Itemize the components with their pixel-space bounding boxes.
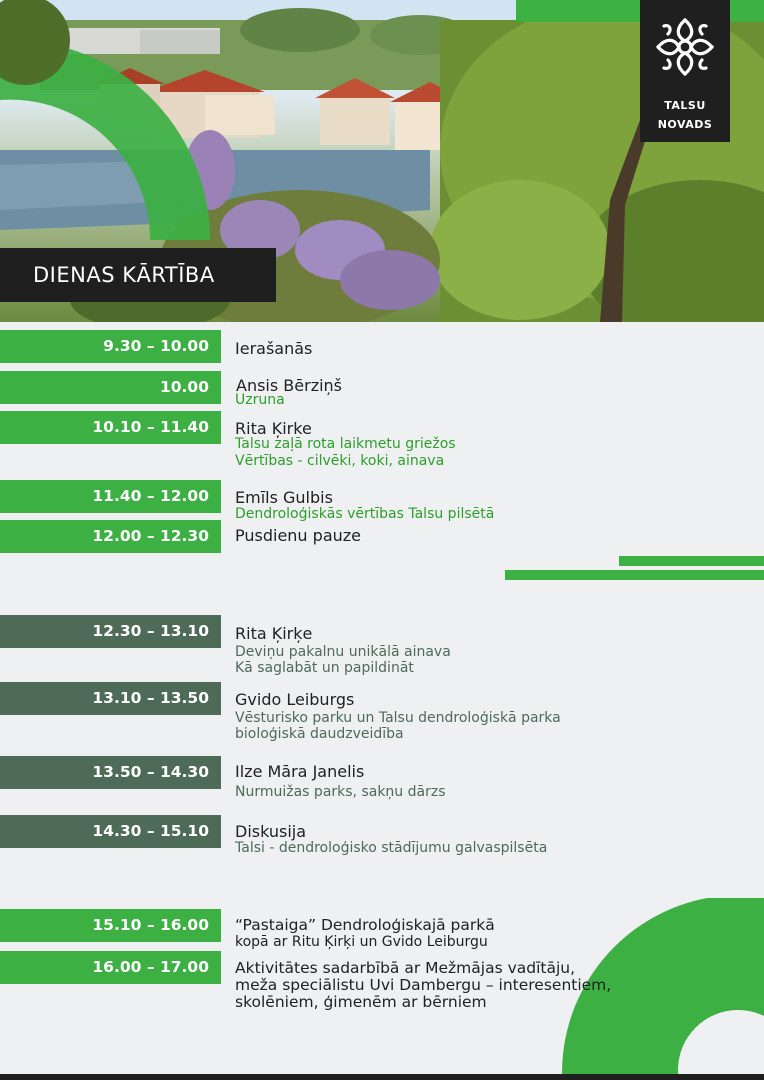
session-subtitle: Deviņu pakalnu unikālā ainava (235, 644, 451, 660)
logo-line-1: TALSU (664, 99, 706, 112)
session-subtitle: Talsi - dendroloģisko stādījumu galvaspilsēta (235, 840, 548, 856)
description-line: skolēniem, ģimenēm ar bērniem (235, 993, 487, 1011)
speaker-name: Ansis Bērziņš (236, 376, 343, 395)
session-subtitle: Talsu zaļā rota laikmetu griežos (235, 436, 456, 452)
session-subtitle: Nurmuižas parks, sakņu dārzs (235, 784, 446, 800)
session-title: Diskusija (235, 822, 307, 841)
hero-photo (0, 0, 764, 322)
decorative-bar (619, 556, 764, 566)
speaker-name: Rita Ķirke (235, 419, 312, 438)
session-subtitle: Kā saglabāt un papildināt (235, 660, 414, 676)
talsu-novads-logo (640, 0, 730, 142)
session-subtitle: Uzruna (235, 392, 285, 408)
speaker-name: Ilze Māra Janelis (235, 762, 365, 781)
description-line: “Pastaiga” Dendroloģiskajā parkā (235, 916, 495, 934)
title-box (0, 248, 276, 302)
time-label: 12.30 – 13.10 (0, 615, 221, 648)
talsu-novads-emblem-icon (650, 12, 720, 82)
logo-line-2: NOVADS (657, 118, 713, 131)
session-subtitle: Vēsturisko parku un Talsu dendroloģiskā parka (235, 710, 561, 726)
speaker-name: Gvido Leiburgs (235, 690, 355, 709)
description-line: meža speciālistu Uvi Dambergu – interesentiem, (235, 976, 612, 994)
bottom-strip (0, 1074, 764, 1080)
page-title: DIENAS KĀRTĪBA (33, 263, 215, 287)
session-title: Ierašanās (235, 339, 313, 358)
session-description (235, 960, 611, 1011)
description-line: kopā ar Ritu Ķirķi un Gvido Leiburgu (235, 934, 488, 950)
speaker-name: Rita Ķirķe (235, 624, 313, 643)
time-label: 10.00 (0, 371, 221, 404)
time-label: 13.10 – 13.50 (0, 682, 221, 715)
time-label: 14.30 – 15.10 (0, 815, 221, 848)
session-subtitle: Dendroloģiskās vērtības Talsu pilsētā (235, 506, 495, 522)
time-label: 10.10 – 11.40 (0, 411, 221, 444)
session-subtitle: Vērtības - cilvēki, koki, ainava (235, 453, 445, 469)
session-subtitle: bioloģiskā daudzveidība (235, 726, 404, 742)
decorative-bar (505, 570, 764, 580)
session-description (235, 917, 495, 951)
time-label: 12.00 – 12.30 (0, 520, 221, 553)
time-label: 15.10 – 16.00 (0, 909, 221, 942)
time-label: 11.40 – 12.00 (0, 480, 221, 513)
session-title: Pusdienu pauze (235, 526, 361, 545)
description-line: Aktivitātes sadarbībā ar Mežmājas vadītāju, (235, 959, 576, 977)
time-label: 9.30 – 10.00 (0, 330, 221, 363)
speaker-name: Emīls Gulbis (235, 488, 333, 507)
time-label: 13.50 – 14.30 (0, 756, 221, 789)
time-label: 16.00 – 17.00 (0, 951, 221, 984)
